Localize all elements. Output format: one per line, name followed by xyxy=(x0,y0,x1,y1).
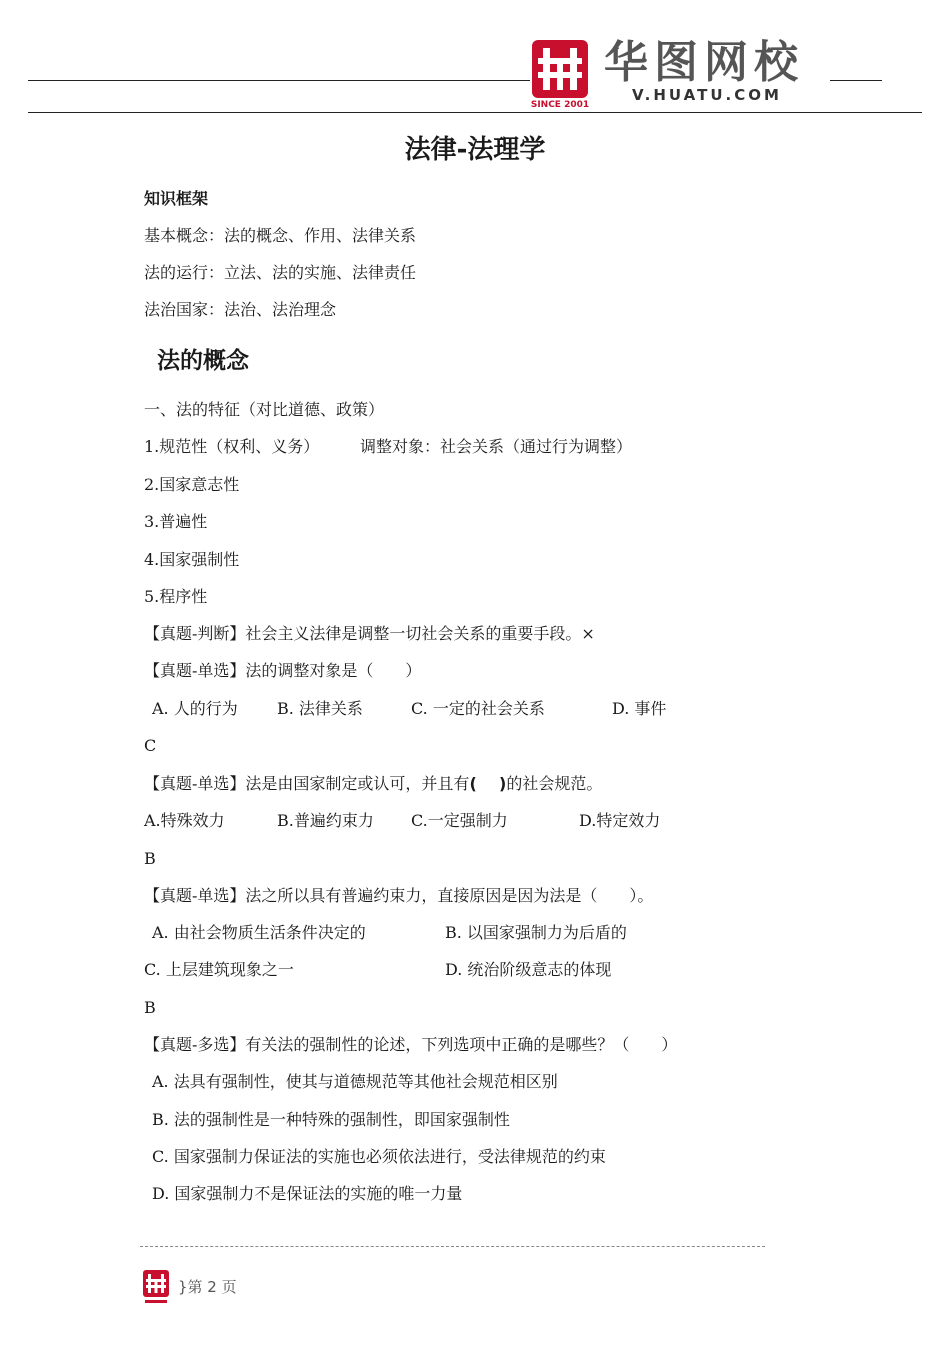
question-text: 法的调整对象是（ ） xyxy=(245,661,422,680)
option-a: A.特殊效力 xyxy=(144,811,225,830)
footer-logo-icon xyxy=(142,1269,170,1305)
page-number: }第 2 页 xyxy=(178,1278,237,1296)
feature-item: 3.普遍性 xyxy=(144,512,208,531)
option-c: C. 一定的社会关系 xyxy=(411,699,545,718)
option-c: C. 国家强制力保证法的实施也必须依法进行，受法律规范的约束 xyxy=(152,1147,606,1166)
answer: B xyxy=(144,998,156,1017)
header-rule-bottom xyxy=(28,112,922,113)
question-1 xyxy=(144,623,595,645)
option-b: B. 法的强制性是一种特殊的强制性，即国家强制性 xyxy=(152,1110,510,1129)
feature-item: 2.国家意志性 xyxy=(144,475,240,494)
framework-line: 法治国家：法治、法治理念 xyxy=(144,300,337,319)
footer-rule xyxy=(140,1246,765,1247)
option-c: C.一定强制力 xyxy=(411,811,508,830)
option-c: C. 上层建筑现象之一 xyxy=(144,960,294,979)
question-text: 社会主义法律是调整一切社会关系的重要手段。× xyxy=(245,624,595,643)
question-4 xyxy=(144,885,653,907)
option-b: B. 法律关系 xyxy=(277,699,363,718)
question-tag: 【真题-判断】 xyxy=(144,624,246,643)
framework-heading: 知识框架 xyxy=(144,189,209,208)
question-2 xyxy=(144,660,421,682)
option-d: D. 统治阶级意志的体现 xyxy=(445,960,612,979)
answer: C xyxy=(144,736,157,755)
question-blank: ( ) xyxy=(469,774,507,793)
question-text: 有关法的强制性的论述，下列选项中正确的是哪些？（ ） xyxy=(245,1035,678,1054)
question-3 xyxy=(144,773,602,795)
feature-item: 1.规范性（权利、义务） 调整对象：社会关系（通过行为调整） xyxy=(144,437,632,456)
feature-item: 5.程序性 xyxy=(144,587,208,606)
option-d: D. 事件 xyxy=(612,699,667,718)
huatu-logo xyxy=(530,38,830,112)
logo-since-text: SINCE 2001 xyxy=(530,100,590,110)
section-heading: 法的概念 xyxy=(157,348,249,374)
logo-url-text: V.HUATU.COM xyxy=(632,86,782,104)
feature-item: 4.国家强制性 xyxy=(144,550,240,569)
question-text: 法之所以具有普遍约束力，直接原因是因为法是（ ）。 xyxy=(245,886,654,905)
option-d: D. 国家强制力不是保证法的实施的唯一力量 xyxy=(152,1184,463,1203)
framework-line: 法的运行：立法、法的实施、法律责任 xyxy=(144,263,417,282)
huatu-logo-mark xyxy=(530,38,590,112)
question-5 xyxy=(144,1034,677,1056)
page-title: 法律-法理学 xyxy=(404,135,546,165)
question-tag: 【真题-单选】 xyxy=(144,886,246,905)
question-tag: 【真题-单选】 xyxy=(144,774,246,793)
logo-chinese-text: 华图网校 xyxy=(604,37,804,88)
option-a: A. 由社会物质生活条件决定的 xyxy=(152,923,366,942)
option-b: B. 以国家强制力为后盾的 xyxy=(445,923,627,942)
option-a: A. 人的行为 xyxy=(152,699,238,718)
section-intro: 一、法的特征（对比道德、政策） xyxy=(144,400,385,419)
answer: B xyxy=(144,849,156,868)
question-tag: 【真题-单选】 xyxy=(144,661,246,680)
framework-line: 基本概念：法的概念、作用、法律关系 xyxy=(144,226,417,245)
question-tag: 【真题-多选】 xyxy=(144,1035,246,1054)
option-b: B.普遍约束力 xyxy=(277,811,374,830)
question-text: 法是由国家制定或认可，并且有 xyxy=(245,774,470,793)
option-d: D.特定效力 xyxy=(579,811,661,830)
option-a: A. 法具有强制性，使其与道德规范等其他社会规范相区别 xyxy=(152,1072,558,1091)
question-text: 的社会规范。 xyxy=(506,774,603,793)
